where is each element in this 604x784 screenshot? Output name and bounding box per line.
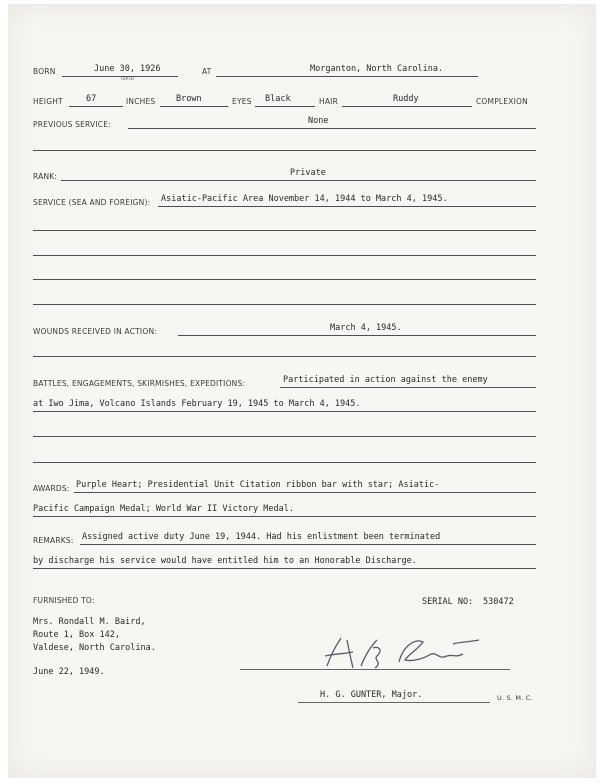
born-date: June 30, 1926 [94,64,161,74]
blank-rule [33,255,536,256]
furnished-address-2: Valdese, North Carolina. [33,643,156,653]
serial-label: SERIAL NO: [422,597,474,607]
at-label: AT [202,67,212,76]
blank-rule [33,356,536,357]
document-sheet [8,4,596,778]
complexion-label: COMPLEXION [476,97,528,106]
remarks-rule [80,544,536,545]
remarks-line-1: Assigned active duty June 19, 1944. Had his enlistment been terminated [82,532,441,542]
remarks-rule-2 [33,568,536,569]
born-date-rule [62,76,178,77]
service-value: Asiatic-Pacific Area November 14, 1944 to March 4, 1945. [161,194,448,204]
blank-rule [33,279,536,280]
battles-rule-2 [33,411,536,412]
awards-line-1: Purple Heart; Presidential Unit Citation ribbon bar with star; Asiatic- [76,480,440,490]
awards-rule-2 [33,516,536,517]
born-place: Morganton, North Carolina. [310,64,444,74]
eyes-rule [160,106,228,107]
previous-service-rule [128,128,536,129]
hair-label: HAIR [319,97,338,106]
blank-rule [33,150,536,151]
battles-line-1: Participated in action against the enemy [283,375,488,385]
awards-label: AWARDS: [33,484,70,493]
complexion-value: Ruddy [393,94,419,104]
height-value: 67 [86,94,97,104]
service-label: SERVICE (SEA AND FOREIGN): [33,198,151,207]
wounds-rule [178,335,536,336]
signer-rule [298,702,490,703]
inches-label: INCHES [126,97,156,106]
signer-name: H. G. GUNTER, Major. [320,690,423,700]
previous-service-value: None [308,116,329,126]
height-rule [69,106,123,107]
battles-rule [280,387,536,388]
blank-rule [33,462,536,463]
battles-line-2: at Iwo Jima, Volcano Islands February 19, 1945 to March 4, 1945. [33,399,361,409]
wounds-label: WOUNDS RECEIVED IN ACTION: [33,327,157,336]
blank-rule [33,230,536,231]
remarks-line-2: by discharge his service would have entitled him to an Honorable Discharge. [33,556,417,566]
born-label: BORN [33,67,56,76]
handwritten-signature [313,632,493,676]
furnished-to-label: FURNISHED TO: [33,596,95,605]
furnished-name: Mrs. Rondall M. Baird, [33,617,146,627]
rank-label: RANK: [33,172,58,181]
blank-rule [33,304,536,305]
blank-rule [33,436,536,437]
height-label: HEIGHT [33,97,63,106]
date-caption: (DATE) [121,76,135,81]
awards-rule [74,492,536,493]
hair-value: Black [265,94,291,104]
rank-value: Private [290,168,326,178]
wounds-value: March 4, 1945. [330,323,402,333]
remarks-label: REMARKS: [33,536,74,545]
eyes-value: Brown [176,94,202,104]
born-place-rule [216,76,478,77]
serial-value: 530472 [483,597,514,607]
battles-label: BATTLES, ENGAGEMENTS, SKIRMISHES, EXPEDITIONS: [33,379,246,388]
date-signed: June 22, 1949. [33,667,105,677]
awards-line-2: Pacific Campaign Medal; World War II Victory Medal. [33,504,294,514]
hair-rule [255,106,315,107]
furnished-address-1: Route 1, Box 142, [33,630,120,640]
service-branch: U. S. M. C. [497,694,533,702]
previous-service-label: PREVIOUS SERVICE: [33,120,111,129]
service-rule [158,206,536,207]
complexion-rule [342,106,472,107]
eyes-label: EYES [232,97,252,106]
rank-rule [61,180,536,181]
